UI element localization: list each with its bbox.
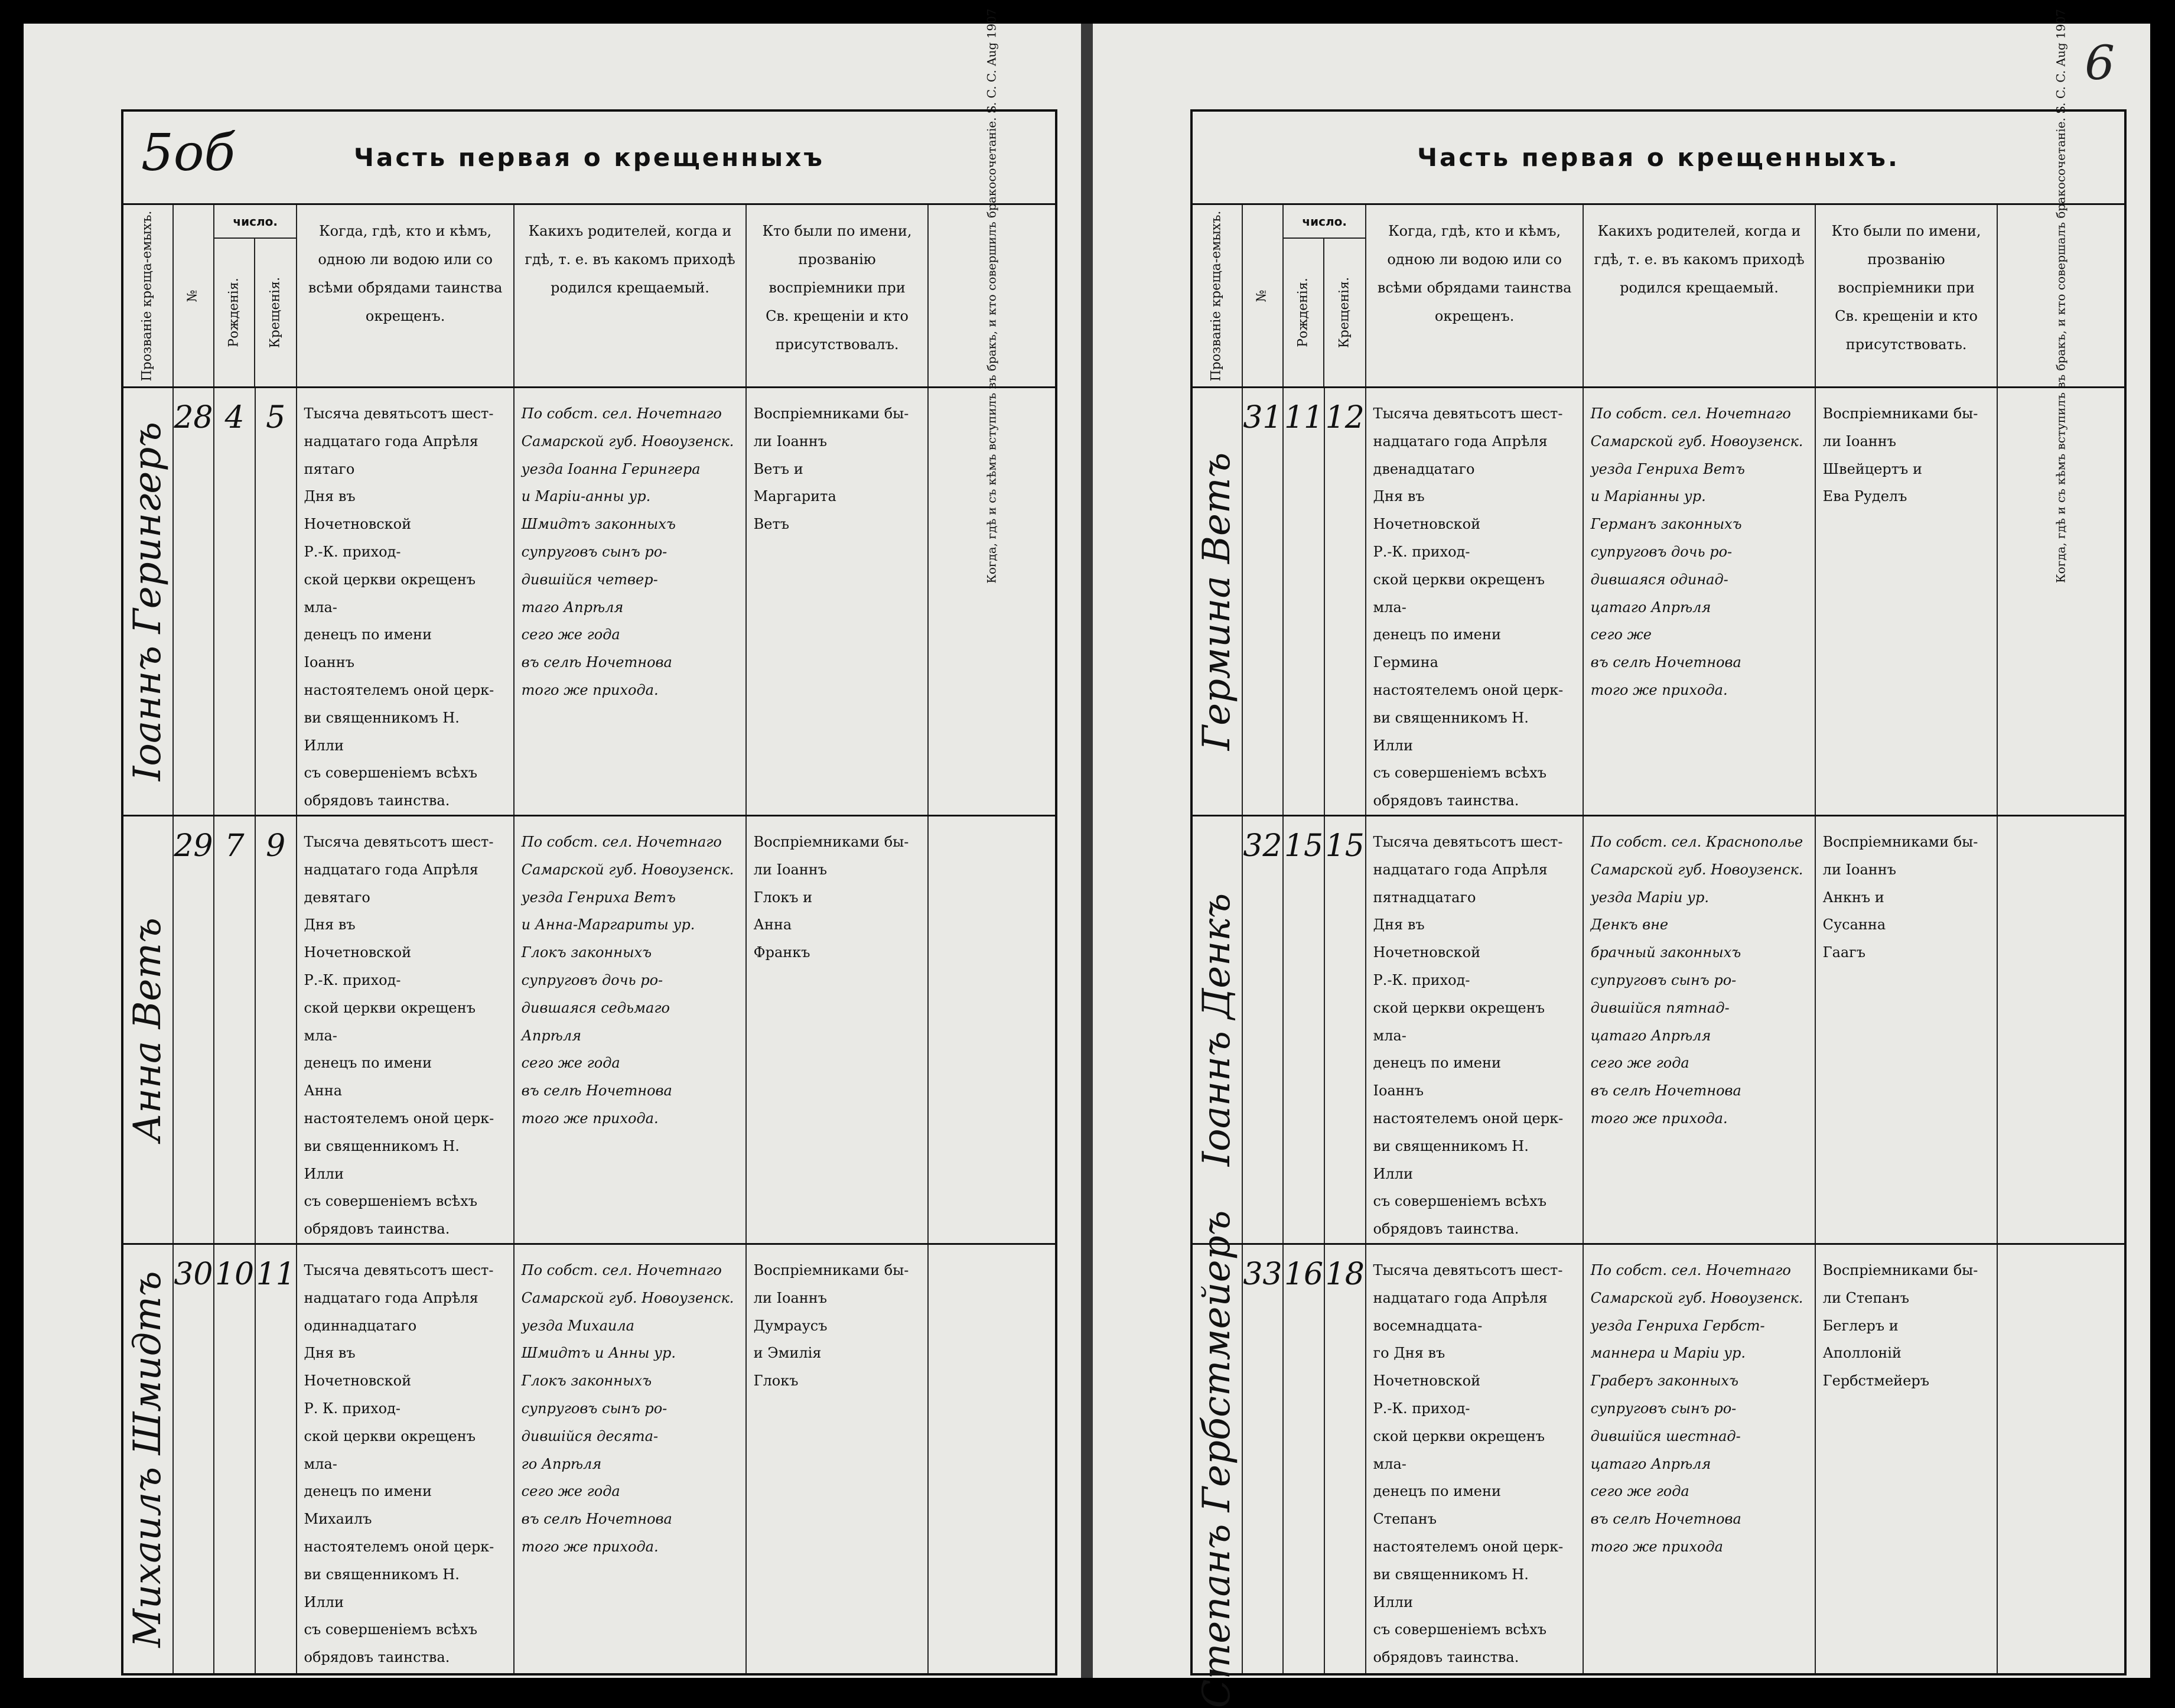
parents-line: того же прихода. <box>521 1538 659 1555</box>
when-line: съ совершеніемъ всѣхъ <box>1373 1621 1547 1638</box>
entry-baptism-cell <box>1325 388 1366 815</box>
entry-number-cell <box>1243 1245 1284 1673</box>
entry-parents-cell <box>1584 1245 1816 1673</box>
entry-when-cell <box>1366 1245 1584 1673</box>
entry-birth-cell <box>214 816 256 1243</box>
when-line: Тысяча девятьсотъ шест- <box>1373 1262 1563 1278</box>
entry-name: Михаилъ Шмидтъ <box>126 1270 170 1648</box>
when-line: Ночетновской <box>1373 1372 1481 1390</box>
entry-marriage-cell <box>929 388 1055 815</box>
when-line: ской церкви окрещенъ мла- <box>304 571 476 616</box>
entry-number-cell <box>174 816 215 1243</box>
parents-line: супруговъ сынъ ро- <box>1590 1400 1737 1417</box>
entry-row <box>123 1245 1055 1673</box>
entry-godparents-cell <box>1816 1245 1998 1673</box>
when-line: девятаго <box>304 889 370 906</box>
when-line: Іоаннъ <box>1373 1082 1424 1099</box>
page-number-corner: 6 <box>2085 35 2115 90</box>
parents-line: Шмидтъ законныхъ <box>521 516 676 533</box>
when-line: денецъ по имени <box>304 626 432 643</box>
entry-birth-day: 4 <box>224 400 245 435</box>
when-line: Дня въ <box>304 916 356 933</box>
godparents-line: Швейцертъ и <box>1822 460 1922 477</box>
when-line: Р.-К. приход- <box>304 971 401 988</box>
when-line: Дня въ <box>1373 916 1425 933</box>
godparents-line: ли Іоаннъ <box>753 1289 828 1306</box>
when-line: двенадцатаго <box>1373 460 1475 477</box>
header-birth: Рожденія. <box>1284 239 1324 386</box>
parents-line: супруговъ сынъ ро- <box>521 1400 668 1417</box>
entry-name: Анна Ветъ <box>126 918 170 1142</box>
entry-birth-day: 15 <box>1284 828 1324 864</box>
when-line: Анна <box>304 1082 343 1099</box>
parents-line: Апрѣля <box>521 1027 582 1044</box>
when-line: денецъ по имени <box>1373 1483 1501 1500</box>
when-line: настоятелемъ оной церк- <box>1373 681 1564 698</box>
entry-baptism-day: 9 <box>266 828 286 864</box>
when-line: восемнадцата- <box>1373 1317 1483 1334</box>
when-line: ской церкви окрещенъ мла- <box>1373 1427 1545 1472</box>
entry-name-cell <box>123 816 174 1243</box>
entry-when-cell <box>1366 816 1584 1243</box>
entry-name: Степанъ Гербстмейеръ <box>1195 1210 1239 1708</box>
when-line: съ совершеніемъ всѣхъ <box>304 1621 478 1638</box>
when-line: Степанъ <box>1373 1511 1437 1528</box>
godparents-line: Воспріемниками бы- <box>1822 834 1978 850</box>
when-line: обрядовъ таинства. <box>304 1221 450 1238</box>
parents-line: того же прихода. <box>1590 1110 1728 1127</box>
entry-godparents-cell <box>1816 816 1998 1243</box>
when-line: Іоаннъ <box>304 654 355 671</box>
entry-godparents-cell <box>747 816 929 1243</box>
when-line: одиннадцатаго <box>304 1317 417 1334</box>
when-line: настоятелемъ оной церк- <box>304 1110 494 1127</box>
godparents-line: Ветъ <box>753 516 790 533</box>
parents-line: цатаго Апрѣля <box>1590 1455 1711 1472</box>
entry-baptism-cell <box>1325 1245 1366 1673</box>
parents-line: сего же года <box>1590 1483 1689 1500</box>
page-number: 5об <box>141 123 235 183</box>
entry-baptism-day: 12 <box>1325 400 1365 435</box>
when-line: денецъ по имени <box>1373 626 1501 643</box>
godparents-line: ли Іоаннъ <box>753 432 828 450</box>
entry-number: 33 <box>1243 1257 1282 1292</box>
when-line: ской церкви окрещенъ мла- <box>304 999 476 1044</box>
when-line: Илли <box>304 1165 344 1182</box>
parents-line: того же прихода. <box>1590 681 1728 698</box>
entry-name-cell <box>123 1245 174 1673</box>
parents-line: Шмидтъ и Анны ур. <box>521 1345 676 1362</box>
when-line: Тысяча девятьсотъ шест- <box>304 834 494 850</box>
godparents-line: Воспріемниками бы- <box>1822 1262 1978 1278</box>
when-line: настоятелемъ оной церк- <box>304 1538 494 1555</box>
parents-line: уезда Генриха Ветъ <box>1590 460 1745 477</box>
when-line: ви священникомъ Н. <box>304 1137 460 1154</box>
godparents-line: Воспріемниками бы- <box>753 405 909 422</box>
when-line: ви священникомъ Н. <box>304 1566 460 1583</box>
parents-line: сего же года <box>521 1483 620 1500</box>
godparents-line: Анкнъ и <box>1822 889 1884 906</box>
parents-line: Самарской губ. Новоузенск. <box>1590 1289 1803 1306</box>
entry-birth-day: 11 <box>1284 400 1324 435</box>
entry-number: 29 <box>174 828 213 864</box>
parents-line: дившійся десята- <box>521 1427 659 1445</box>
parents-line: и Маріанны ур. <box>1590 488 1706 505</box>
when-line: съ совершеніемъ всѣхъ <box>304 1193 478 1210</box>
parents-line: супруговъ сынъ ро- <box>1590 971 1737 988</box>
entry-birth-cell <box>1284 816 1325 1243</box>
entry-marriage-cell <box>929 816 1055 1243</box>
parents-line: таго Апрѣля <box>521 598 624 616</box>
godparents-line: ли Іоаннъ <box>1822 861 1897 878</box>
header-parents: Какихъ родителей, когда и гдѣ, т. е. въ какомъ приходѣ родился крещаемый. <box>515 205 747 386</box>
parents-line: Глокъ законныхъ <box>521 944 652 961</box>
when-line: го Дня въ <box>1373 1345 1445 1362</box>
godparents-line: ли Іоаннъ <box>753 861 828 878</box>
godparents-line: Анна <box>753 916 792 933</box>
left-page <box>24 8 1081 1678</box>
entry-row <box>123 816 1055 1245</box>
entry-marriage-cell <box>1998 816 2124 1243</box>
when-line: ской церкви окрещенъ мла- <box>304 1427 476 1472</box>
ledger-table <box>1190 8 2127 1708</box>
parents-line: и Маріи-анны ур. <box>521 488 651 505</box>
godparents-line: Аполлоній <box>1822 1345 1902 1362</box>
when-line: ви священникомъ Н. <box>1373 1137 1529 1154</box>
parents-line: того же прихода. <box>521 681 659 698</box>
entry-godparents-cell <box>747 388 929 815</box>
parents-line: По собст. сел. Ночетнаго <box>521 405 722 422</box>
parents-line: Самарской губ. Новоузенск. <box>521 861 734 878</box>
parents-line: Денкъ вне <box>1590 916 1669 933</box>
parents-line: въ селѣ Ночетнова <box>521 654 672 671</box>
when-line: денецъ по имени <box>1373 1055 1501 1072</box>
entry-parents-cell <box>515 816 747 1243</box>
header-name: Прозваніе креща-емыхъ. <box>1193 205 1243 386</box>
parents-line: того же прихода <box>1590 1538 1723 1555</box>
entry-birth-cell <box>214 388 256 815</box>
when-line: съ совершеніемъ всѣхъ <box>1373 764 1547 782</box>
when-line: Тысяча девятьсотъ шест- <box>304 1262 494 1278</box>
parents-line: По собст. сел. Ночетнаго <box>521 1262 722 1278</box>
entry-when-cell <box>297 816 515 1243</box>
when-line: надцатаго года Апрѣля <box>304 861 478 878</box>
entry-number-cell <box>1243 816 1284 1243</box>
entry-row <box>123 388 1055 816</box>
when-line: обрядовъ таинства. <box>304 1649 450 1666</box>
when-line: Ночетновской <box>1373 516 1481 533</box>
entry-parents-cell <box>515 388 747 815</box>
header-marriage: Когда, гдѣ и съ кѣмъ вступилъ въ бракъ, и кто совершалъ бракосочетаніе. S. C. C. Aug 1907 <box>2053 8 2068 583</box>
when-line: обрядовъ таинства. <box>304 792 450 809</box>
when-line: Гермина <box>1373 654 1438 671</box>
parents-line: Граберъ законныхъ <box>1590 1372 1738 1390</box>
when-line: ской церкви окрещенъ мла- <box>1373 999 1545 1044</box>
parents-line: По собст. сел. Ночетнаго <box>521 834 722 850</box>
entry-name: Гермина Ветъ <box>1195 452 1239 751</box>
entry-baptism-cell <box>256 1245 297 1673</box>
parents-line: и Анна-Маргариты ур. <box>521 916 695 933</box>
header-godparents: Кто были по имени, прозванію воспріемники при Св. крещеніи и кто присутствовалъ. <box>747 205 929 386</box>
godparents-line: и Эмилія <box>753 1345 822 1362</box>
entry-name-cell <box>1193 816 1243 1243</box>
when-line: Тысяча девятьсотъ шест- <box>304 405 494 422</box>
entry-row <box>1193 388 2124 816</box>
godparents-line: Думраусъ <box>753 1317 828 1334</box>
parents-line: Глокъ законныхъ <box>521 1372 652 1390</box>
entry-marriage-cell <box>929 1245 1055 1673</box>
parents-line: въ селѣ Ночетнова <box>1590 1082 1741 1099</box>
entry-number: 32 <box>1243 828 1282 864</box>
entry-when-cell <box>297 388 515 815</box>
parents-line: маннера и Маріи ур. <box>1590 1345 1746 1362</box>
header-when: Когда, гдѣ, кто и кѣмъ, одною ли водою или со всѣми обрядами таинства окрещенъ. <box>297 205 515 386</box>
parents-line: дившійся шестнад- <box>1590 1427 1741 1445</box>
when-line: ви священникомъ Н. <box>304 709 460 726</box>
when-line: денецъ по имени <box>304 1055 432 1072</box>
entry-row <box>1193 1210 2124 1708</box>
when-line: Илли <box>304 1593 344 1611</box>
page-title: 5об Часть первая о крещенныхъ <box>123 112 1055 205</box>
parents-line: сего же года <box>521 1055 620 1072</box>
when-line: Р.-К. приход- <box>1373 543 1470 560</box>
right-page <box>1093 8 2150 1708</box>
header-when: Когда, гдѣ, кто и кѣмъ, одною ли водою или со всѣми обрядами таинства окрещенъ. <box>1366 205 1584 386</box>
header-baptism: Крещенія. <box>268 276 283 349</box>
godparents-line: ли Степанъ <box>1822 1289 1909 1306</box>
parents-line: цатаго Апрѣля <box>1590 1027 1711 1044</box>
entry-birth-day: 10 <box>214 1257 255 1292</box>
when-line: пятаго <box>304 460 355 477</box>
header-number: № <box>174 205 215 386</box>
parents-line: въ селѣ Ночетнова <box>1590 1511 1741 1528</box>
entry-number-cell <box>1243 388 1284 815</box>
when-line: Тысяча девятьсотъ шест- <box>1373 405 1563 422</box>
parents-line: Самарской губ. Новоузенск. <box>521 1289 734 1306</box>
entry-marriage-cell <box>1998 1245 2124 1673</box>
entry-birth-cell <box>1284 388 1325 815</box>
parents-line: уезда Михаила <box>521 1317 634 1334</box>
header-number: № <box>1243 205 1284 386</box>
when-line: обрядовъ таинства. <box>1373 792 1519 809</box>
godparents-line: Гербстмейеръ <box>1822 1372 1929 1390</box>
parents-line: уезда Генриха Ветъ <box>521 889 676 906</box>
godparents-line: Гаагъ <box>1822 944 1866 961</box>
godparents-line: Франкъ <box>753 944 810 961</box>
header-godparents: Кто были по имени, прозванію воспріемники при Св. крещеніи и кто присутствовать. <box>1816 205 1998 386</box>
when-line: Дня въ <box>304 488 356 505</box>
when-line: Дня въ <box>304 1345 356 1362</box>
when-line: Р. К. приход- <box>304 1400 401 1417</box>
when-line: денецъ по имени <box>304 1483 432 1500</box>
entry-name-cell <box>123 388 174 815</box>
entry-name-cell <box>1193 388 1243 815</box>
godparents-line: Глокъ <box>753 1372 799 1390</box>
header-birth: Рожденія. <box>214 239 255 386</box>
parents-line: въ селѣ Ночетнова <box>521 1082 672 1099</box>
when-line: Р.-К. приход- <box>1373 971 1470 988</box>
when-line: ви священникомъ Н. <box>1373 1566 1529 1583</box>
parents-line: дившійся четвер- <box>521 571 658 588</box>
entry-baptism-cell <box>1325 816 1366 1243</box>
parents-line: сего же <box>1590 626 1652 643</box>
entry-number: 31 <box>1243 400 1282 435</box>
when-line: ской церкви окрещенъ мла- <box>1373 571 1545 616</box>
entry-marriage-cell <box>1998 388 2124 815</box>
when-line: пятнадцатаго <box>1373 889 1476 906</box>
entry-when-cell <box>297 1245 515 1673</box>
entry-baptism-cell <box>256 388 297 815</box>
parents-line: Германъ законныхъ <box>1590 516 1742 533</box>
when-line: съ совершеніемъ всѣхъ <box>304 764 478 782</box>
when-line: настоятелемъ оной церк- <box>1373 1110 1564 1127</box>
when-line: настоятелемъ оной церк- <box>304 681 494 698</box>
godparents-line: Беглеръ и <box>1822 1317 1899 1334</box>
parents-line: цатаго Апрѣля <box>1590 598 1711 616</box>
parents-line: сего же года <box>1590 1055 1689 1072</box>
ledger-table <box>121 8 1057 1676</box>
when-line: Тысяча девятьсотъ шест- <box>1373 834 1563 850</box>
godparents-line: Воспріемниками бы- <box>753 834 909 850</box>
entry-parents-cell <box>1584 816 1816 1243</box>
header-marriage: Когда, гдѣ и съ кѣмъ вступилъ въ бракъ, и кто совершилъ бракосочетаніе. S. C. C. Aug 1907 <box>984 8 999 584</box>
entry-name: Іоаннъ Герингеръ <box>126 422 170 781</box>
parents-line: супруговъ дочь ро- <box>521 971 663 988</box>
parents-line: Самарской губ. Новоузенск. <box>1590 861 1803 878</box>
header-date-group: число. Рожденія. Крещенія. <box>214 205 297 386</box>
parents-line: супруговъ дочь ро- <box>1590 543 1733 560</box>
entry-when-cell <box>1366 388 1584 815</box>
entry-birth-day: 7 <box>224 828 245 864</box>
parents-line: сего же года <box>521 626 620 643</box>
when-line: Михаилъ <box>304 1511 372 1528</box>
header-parents: Какихъ родителей, когда и гдѣ, т. е. въ какомъ приходѣ родился крещаемый. <box>1584 205 1816 386</box>
godparents-line: Сусанна <box>1822 916 1886 933</box>
entry-baptism-day: 15 <box>1325 828 1365 864</box>
when-line: съ совершеніемъ всѣхъ <box>1373 1193 1547 1210</box>
entry-name: Іоаннъ Денкъ <box>1195 893 1239 1167</box>
when-line: обрядовъ таинства. <box>1373 1649 1519 1666</box>
when-line: надцатаго года Апрѣля <box>304 1289 478 1306</box>
when-line: обрядовъ таинства. <box>1373 1221 1519 1238</box>
parents-line: го Апрѣля <box>521 1455 602 1472</box>
entry-parents-cell <box>515 1245 747 1673</box>
when-line: Дня въ <box>1373 488 1425 505</box>
when-line: Ночетновской <box>304 944 412 961</box>
when-line: Ночетновской <box>1373 944 1481 961</box>
page-title: Часть первая о крещенныхъ. <box>1193 112 2124 205</box>
when-line: Р.-К. приход- <box>1373 1400 1470 1417</box>
when-line: надцатаго года Апрѣля <box>1373 432 1548 450</box>
parents-line: уезда Маріи ур. <box>1590 889 1709 906</box>
when-line: настоятелемъ оной церк- <box>1373 1538 1564 1555</box>
entry-number-cell <box>174 1245 215 1673</box>
parents-line: По собст. сел. Краснополье <box>1590 834 1803 850</box>
godparents-line: Глокъ и <box>753 889 813 906</box>
entry-name-cell <box>1193 1210 1243 1708</box>
parents-line: въ селѣ Ночетнова <box>1590 654 1741 671</box>
godparents-line: ли Іоаннъ <box>1822 432 1897 450</box>
parents-line: супруговъ сынъ ро- <box>521 543 668 560</box>
when-line: Ночетновской <box>304 516 412 533</box>
entry-birth-cell <box>214 1245 256 1673</box>
header-date-group: число. Рожденія. Крещенія. <box>1284 205 1366 386</box>
header-baptism: Крещенія. <box>1337 276 1352 349</box>
when-line: ви священникомъ Н. <box>1373 709 1529 726</box>
entry-baptism-day: 18 <box>1325 1257 1365 1292</box>
entry-baptism-day: 5 <box>266 400 286 435</box>
when-line: Илли <box>1373 1593 1413 1611</box>
entry-parents-cell <box>1584 388 1816 815</box>
godparents-line: Воспріемниками бы- <box>753 1262 909 1278</box>
when-line: Илли <box>1373 1165 1413 1182</box>
parents-line: того же прихода. <box>521 1110 659 1127</box>
entry-birth-day: 16 <box>1284 1257 1324 1292</box>
godparents-line: Ева Руделъ <box>1822 488 1907 505</box>
entry-baptism-cell <box>256 816 297 1243</box>
parents-line: брачный законныхъ <box>1590 944 1741 961</box>
godparents-line: Маргарита <box>753 488 836 505</box>
parents-line: дившійся пятнад- <box>1590 999 1730 1016</box>
when-line: Илли <box>1373 737 1413 754</box>
parents-line: По собст. сел. Ночетнаго <box>1590 1262 1791 1278</box>
book-spine <box>1081 24 1093 1678</box>
header-name: Прозваніе креща-емыхъ. <box>123 205 174 386</box>
entry-number: 28 <box>174 400 213 435</box>
parents-line: въ селѣ Ночетнова <box>521 1511 672 1528</box>
entry-godparents-cell <box>1816 388 1998 815</box>
when-line: Ночетновской <box>304 1372 412 1390</box>
when-line: Илли <box>304 737 344 754</box>
when-line: Р.-К. приход- <box>304 543 401 560</box>
entry-number-cell <box>174 388 215 815</box>
parents-line: уезда Генриха Гербст- <box>1590 1317 1765 1334</box>
when-line: надцатаго года Апрѣля <box>1373 861 1548 878</box>
entry-number: 30 <box>174 1257 213 1292</box>
godparents-line: Воспріемниками бы- <box>1822 405 1978 422</box>
parents-line: По собст. сел. Ночетнаго <box>1590 405 1791 422</box>
parents-line: Самарской губ. Новоузенск. <box>521 432 734 450</box>
entry-baptism-day: 11 <box>256 1257 295 1292</box>
entry-godparents-cell <box>747 1245 929 1673</box>
when-line: надцатаго года Апрѣля <box>1373 1289 1548 1306</box>
parents-line: уезда Іоанна Герингера <box>521 460 701 477</box>
godparents-line: Ветъ и <box>753 460 803 477</box>
parents-line: дившаяся одинад- <box>1590 571 1728 588</box>
entry-row <box>1193 816 2124 1245</box>
entry-birth-cell <box>1284 1245 1325 1673</box>
when-line: надцатаго года Апрѣля <box>304 432 478 450</box>
parents-line: дившаяся седьмаго <box>521 999 670 1016</box>
parents-line: Самарской губ. Новоузенск. <box>1590 432 1803 450</box>
